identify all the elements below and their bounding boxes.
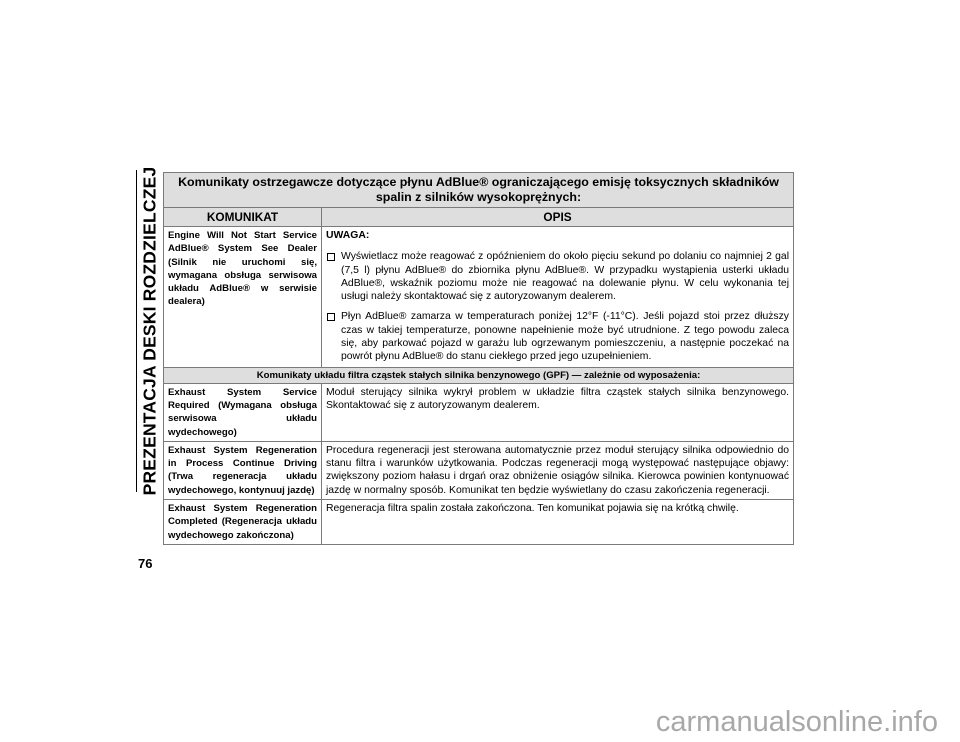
message-cell: Exhaust System Service Required (Wymagana obsługa serwisowa układu wydechowego) (164, 383, 322, 441)
bullet-item (326, 310, 789, 363)
page-number: 76 (138, 556, 153, 571)
header-komunikat: KOMUNIKAT (164, 208, 322, 227)
message-cell: Exhaust System Regeneration Completed (Regeneracja układu wydechowego zakończona) (164, 500, 322, 545)
checkbox-square-icon (327, 313, 335, 321)
description-cell: Regeneracja filtra spalin została zakończona. Ten komunikat pojawia się na krótką chwilę. (322, 500, 794, 545)
section-row (164, 367, 794, 383)
checkbox-square-icon (327, 253, 335, 261)
watermark: carmanualsonline.info (655, 706, 938, 738)
header-opis: OPIS (322, 208, 794, 227)
table-row (164, 441, 794, 499)
table-row (164, 383, 794, 441)
bullet-text: Płyn AdBlue® zamarza w temperaturach poniżej 12°F (-11°C). Jeśli pojazd stoi przez dłuższy czas w takiej temperaturze, ponowne napełnienie może być utrudnione. Z tego powodu zaleca się, aby parkować pojazd w garażu lub ogrzewanym pomieszczeniu, a następnie poczekać na powrót płynu AdBlue® do stanu ciekłego przed jego uzupełnieniem. (341, 311, 790, 363)
table-header-row (164, 208, 794, 227)
bullet-item (326, 250, 789, 303)
table-row (164, 227, 794, 368)
adblue-messages-table (163, 172, 794, 545)
gpf-section-title: Komunikaty układu filtra cząstek stałych silnika benzynowego (GPF) — zależnie od wyposażenia: (164, 367, 794, 383)
message-cell: Engine Will Not Start Service AdBlue® System See Dealer (Silnik nie uruchomi się, wymagana obsługa serwisowa układu AdBlue® w serwisie dealera) (164, 227, 322, 368)
description-cell: Moduł sterujący silnika wykrył problem w układzie filtra cząstek stałych silnika benzynowego. Skontaktować się z autoryzowanym dealerem. (322, 383, 794, 441)
description-cell (322, 227, 794, 368)
description-cell: Procedura regeneracji jest sterowana automatycznie przez moduł sterujący silnika odpowiednio do stanu filtra i warunków użytkowania. Podczas regeneracji mogą występować następujące objawy: zwiększony poziom hałasu i drgań oraz obniżenie osiągów silnika. Kierowca powinien kontynuować jazdę w normalny sposób. Komunikat ten będzie wyświetlany do czasu zakończenia regeneracji. (322, 441, 794, 499)
message-cell: Exhaust System Regeneration in Process Continue Driving (Trwa regeneracja układu wydechowego, kontynuuj jazdę) (164, 441, 322, 499)
table-title-row (164, 173, 794, 208)
section-side-tab (136, 166, 163, 496)
table-row (164, 500, 794, 545)
section-side-tab-label: PREZENTACJA DESKI ROZDZIELCZEJ (139, 166, 160, 496)
note-label: UWAGA: (326, 230, 370, 241)
table-title: Komunikaty ostrzegawcze dotyczące płynu AdBlue® ograniczającego emisję toksycznych składników spalin z silników wysokoprężnych: (164, 173, 794, 208)
bullet-text: Wyświetlacz może reagować z opóźnieniem do około pięciu sekund po dolaniu co najmniej 2 gal (7,5 l) płynu AdBlue® do zbiornika płynu AdBlue®. W przypadku wystąpienia usterki układu AdBlue®, wskaźnik poziomu może nie reagować na dolewanie płynu. W celu wykonania tej usługi należy skontaktować się z autoryzowanym dealerem. (341, 251, 790, 303)
